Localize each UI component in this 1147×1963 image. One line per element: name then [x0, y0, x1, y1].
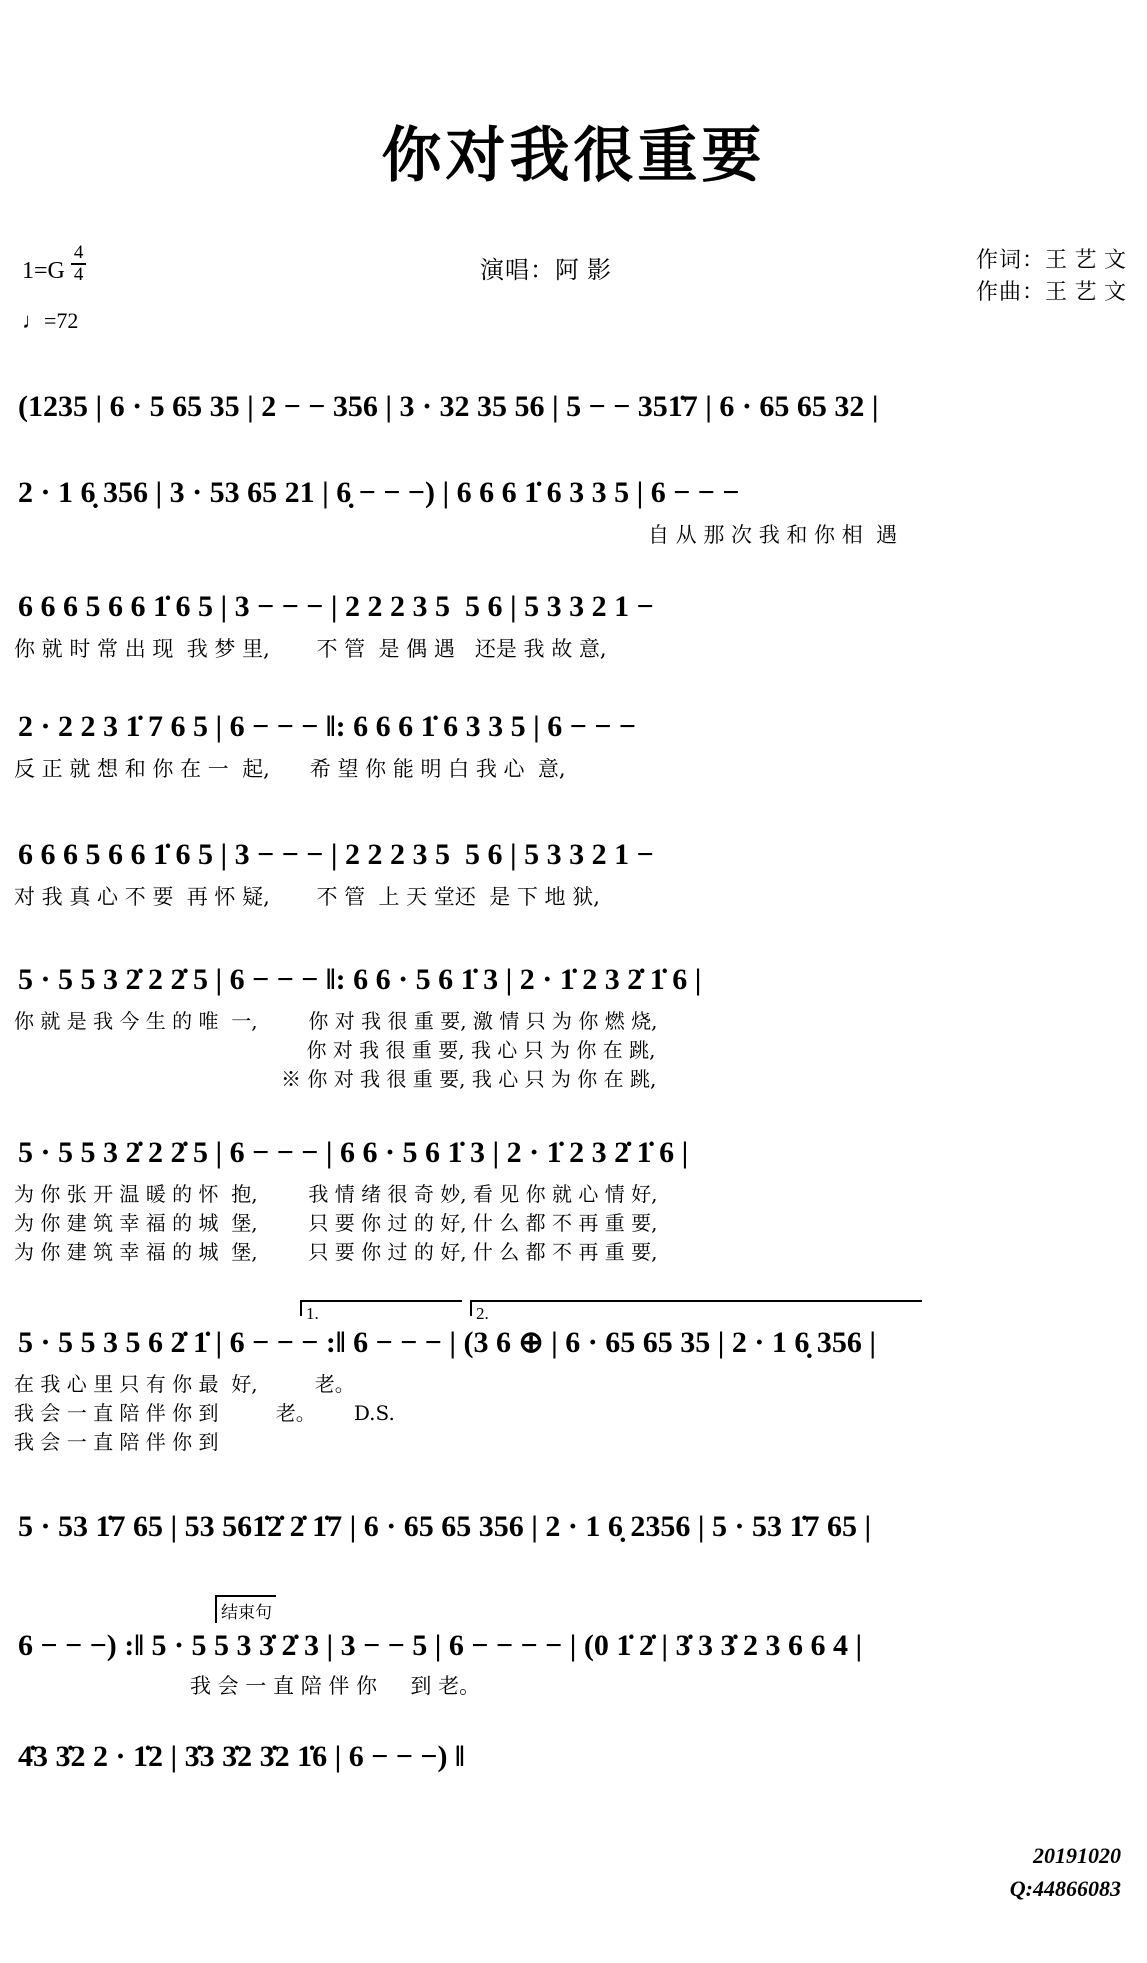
lyrics-line-verse-1: 为 你 张 开 温 暖 的 怀 抱, 我 情 绪 很 奇 妙, 看 见 你 就 心 情 好, — [14, 1182, 658, 1206]
volta-1-label: 1. — [306, 1304, 319, 1323]
time-signature-numerator: 4 — [71, 243, 87, 265]
lyricist-credit: 作词：王 艺 文 — [975, 247, 1127, 272]
lyrics-line-verse-3: 为 你 建 筑 幸 福 的 城 堡, 只 要 你 过 的 好, 什 么 都 不 再 重 要, — [14, 1240, 658, 1264]
notation-line: 6 − − −) :‖ 5 · 5 5 3 3̇ 2̇ 3 | 3 − − 5 | 6 − − − − | (0 1̇ 2̇ | 3̇ 3 3̇ 2 3 6 6 4 | — [18, 1629, 863, 1662]
notation-line: 6 6 6 5 6 6 1̇ 6 5 | 3 − − − | 2 2 2 3 5 5 6 | 5 3 3 2 1 − — [18, 838, 654, 871]
lyrics-line-verse-3: ※ 你 对 我 很 重 要, 我 心 只 为 你 在 跳, — [14, 1067, 657, 1091]
volta-bracket-2 — [470, 1300, 922, 1323]
time-signature-denominator: 4 — [73, 263, 84, 285]
music-system-10 — [0, 1595, 1147, 1701]
notation-line: 5 · 5 5 3 5 6 2̇ 1̇ | 6 − − − :‖ 6 − − − | (3 6 ⊕ | 6 · 65 65 35 | 2 · 1 6̣ 356 | — [18, 1326, 876, 1359]
volta-bracket-1 — [300, 1300, 462, 1323]
lyrics-line-ending-3: 我 会 一 直 陪 伴 你 到 — [14, 1430, 219, 1454]
lyrics-line: 对 我 真 心 不 要 再 怀 疑, 不 管 上 天 堂还 是 下 地 狱, — [14, 885, 600, 909]
lyrics-line-verse-1: 你 就 是 我 今 生 的 唯 一, 你 对 我 很 重 要, 激 情 只 为 你 燃 烧, — [14, 1009, 658, 1033]
footer-date: 20191020 — [1033, 1843, 1121, 1868]
page-title: 你对我很重要 — [381, 121, 766, 191]
lyrics-line-ending-1: 在 我 心 里 只 有 你 最 好, 老。 — [14, 1372, 355, 1396]
tempo-marking: ♩=72 — [22, 308, 79, 333]
key-signature-text: 1=G — [22, 257, 65, 284]
lyrics-line: 反 正 就 想 和 你 在 一 起, 希 望 你 能 明 白 我 心 意, — [14, 757, 566, 781]
notation-line: 4̇3 3̇2 2 · 1̇2 | 3̇3 3̇2 3̇2 1̇6 | 6 − − −) ‖ — [18, 1740, 465, 1773]
notation-line: 5 · 5 5 3 2̇ 2 2̇ 5 | 6 − − − ‖: 6 6 · 5 6 1̇ 3 | 2 · 1̇ 2 3 2̇ 1̇ 6 | — [18, 963, 702, 996]
music-system-9 — [0, 1512, 1147, 1542]
music-system-3 — [0, 592, 1147, 664]
coda-section-label: 结束句 — [215, 1595, 276, 1623]
music-system-5 — [0, 840, 1147, 912]
notation-line: 6 6 6 5 6 6 1̇ 6 5 | 3 − − − | 2 2 2 3 5 5 6 | 5 3 3 2 1 − — [18, 590, 654, 623]
music-system-11 — [0, 1742, 1147, 1772]
lyrics-line-verse-2: 为 你 建 筑 幸 福 的 城 堡, 只 要 你 过 的 好, 什 么 都 不 再 重 要, — [14, 1211, 658, 1235]
composer-credits — [976, 244, 1127, 308]
music-system-7 — [0, 1138, 1147, 1267]
time-signature — [71, 243, 87, 285]
notation-line: (1235 | 6 · 5 65 35 | 2 − − 356 | 3 · 32 35 56 | 5 − − 351̇7 | 6 · 65 65 32 | — [18, 390, 879, 423]
music-system-8 — [0, 1300, 1147, 1457]
footer-contact: Q:44866083 — [1009, 1876, 1121, 1901]
page-footer — [1010, 1839, 1121, 1905]
lyrics-line: 我 会 一 直 陪 伴 你 到 老。 — [190, 1674, 481, 1698]
music-system-6 — [0, 965, 1147, 1094]
key-signature — [22, 243, 86, 285]
notation-line: 5 · 5 5 3 2̇ 2 2̇ 5 | 6 − − − | 6 6 · 5 6 1̇ 3 | 2 · 1̇ 2 3 2̇ 1̇ 6 | — [18, 1136, 689, 1169]
lyrics-line: 你 就 时 常 出 现 我 梦 里, 不 管 是 偶 遇 还是 我 故 意, — [14, 637, 607, 661]
lyrics-line: 自 从 那 次 我 和 你 相 遇 — [648, 523, 898, 547]
volta-2-label: 2. — [476, 1304, 489, 1323]
music-system-2 — [0, 478, 1147, 550]
lyrics-line-ending-2: 我 会 一 直 陪 伴 你 到 老。 D.S. — [14, 1401, 395, 1425]
notation-line: 5 · 53 1̇7 65 | 53 561̇2̇ 2̇ 1̇7 | 6 · 65 65 356 | 2 · 1 6̣ 2356 | 5 · 53 1̇7 65 | — [18, 1510, 872, 1543]
lyrics-line-verse-2: 你 对 我 很 重 要, 我 心 只 为 你 在 跳, — [14, 1038, 656, 1062]
music-system-1 — [0, 392, 1147, 422]
music-system-4 — [0, 712, 1147, 784]
notation-line: 2 · 1 6̣ 356 | 3 · 53 65 21 | 6̣ − − −) | 6 6 6 1̇ 6 3 3 5 | 6 − − − — [18, 476, 740, 509]
notation-line: 2 · 2 2 3 1̇ 7 6 5 | 6 − − − ‖: 6 6 6 1̇ 6 3 3 5 | 6 − − − — [18, 710, 637, 743]
composer-credit: 作曲：王 艺 文 — [975, 278, 1127, 304]
singer-credit: 演唱：阿 影 — [480, 258, 612, 284]
